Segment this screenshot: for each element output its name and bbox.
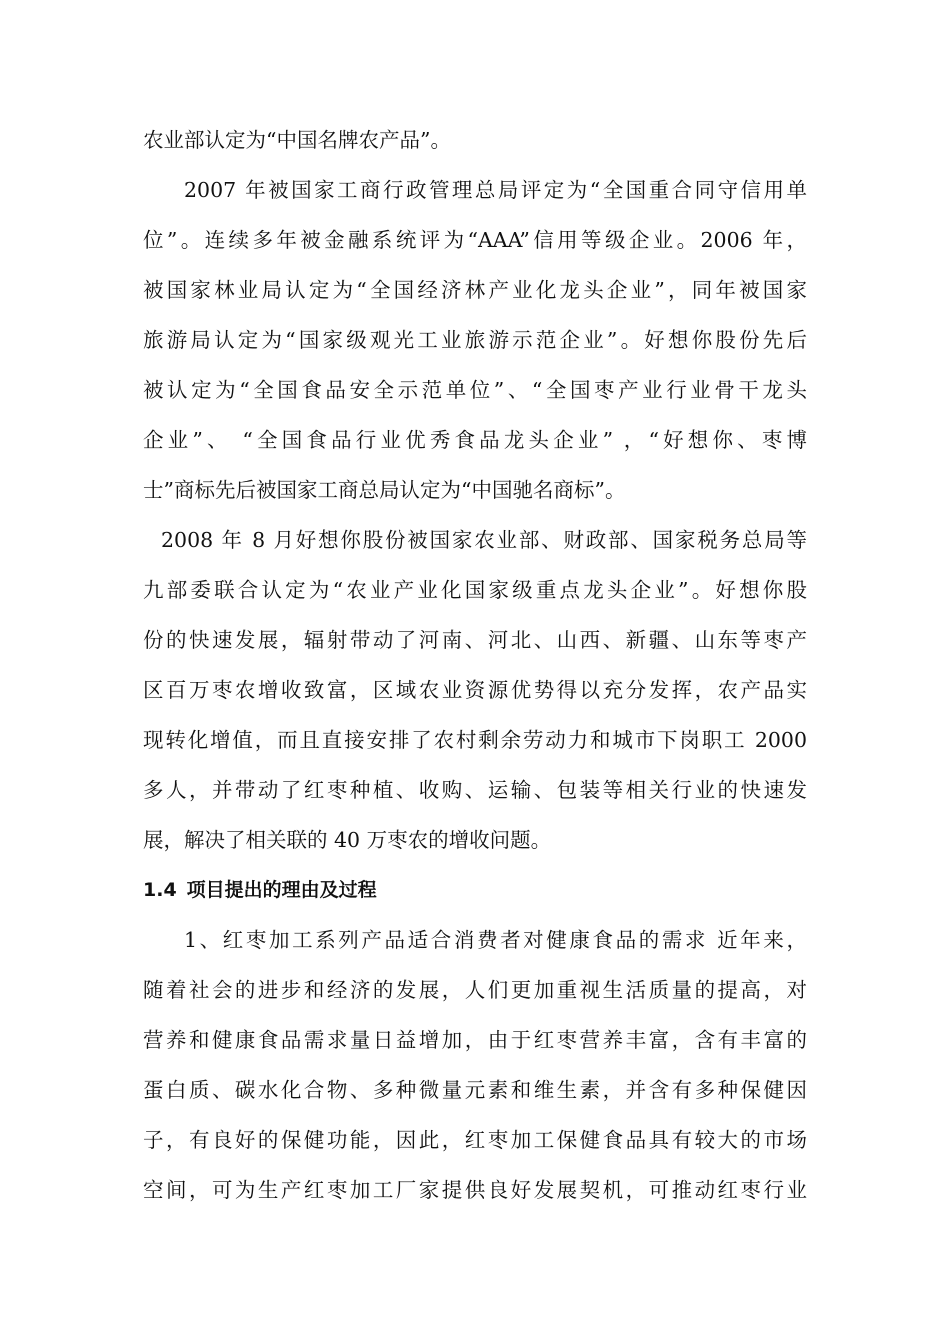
text-line: 农业部认定为“中国名牌农产品”。 [143, 128, 451, 152]
text-line: 企业”、 “全国食品行业优秀食品龙头企业” ，“好想你、枣博 [143, 428, 807, 452]
paragraph-honors-2008 [143, 515, 807, 865]
text-line: 九部委联合认定为“农业产业化国家级重点龙头企业”。好想你股 [143, 578, 807, 602]
text-line: 2008 年 8 月好想你股份被国家农业部、财政部、国家税务总局等 [161, 528, 807, 552]
text-line: 现转化增值，而且直接安排了农村剩余劳动力和城市下岗职工 2000 [143, 728, 807, 752]
text-line: 士”商标先后被国家工商总局认定为“中国驰名商标”。 [143, 478, 626, 502]
text-line: 被国家林业局认定为“全国经济林产业化龙头企业”，同年被国家 [143, 278, 807, 302]
text-line: 2007 年被国家工商行政管理总局评定为“全国重合同守信用单 [184, 178, 807, 202]
text-line: 蛋白质、碳水化合物、多种微量元素和维生素，并含有多种保健因 [143, 1078, 807, 1102]
paragraph-continuation [143, 115, 807, 165]
text-line: 位”。连续多年被金融系统评为“AAA”信用等级企业。2006 年， [143, 228, 807, 252]
text-line: 展，解决了相关联的 40 万枣农的增收问题。 [143, 828, 552, 852]
text-line: 空间，可为生产红枣加工厂家提供良好发展契机，可推动红枣行业 [143, 1178, 807, 1202]
text-line: 旅游局认定为“国家级观光工业旅游示范企业”。好想你股份先后 [143, 328, 807, 352]
text-line: 区百万枣农增收致富，区域农业资源优势得以充分发挥，农产品实 [143, 678, 807, 702]
paragraph-reasons [143, 915, 807, 1215]
section-heading [143, 865, 807, 915]
text-line: 随着社会的进步和经济的发展，人们更加重视生活质量的提高，对 [143, 978, 807, 1002]
text-line: 份的快速发展，辐射带动了河南、河北、山西、新疆、山东等枣产 [143, 628, 807, 652]
section-title: 项目提出的理由及过程 [186, 879, 377, 901]
section-number: 1.4 [143, 879, 177, 901]
text-line: 1、红枣加工系列产品适合消费者对健康食品的需求 近年来， [184, 928, 807, 952]
paragraph-honors-2007 [143, 165, 807, 515]
text-line: 营养和健康食品需求量日益增加，由于红枣营养丰富，含有丰富的 [143, 1028, 807, 1052]
text-line: 多人，并带动了红枣种植、收购、运输、包装等相关行业的快速发 [143, 778, 807, 802]
text-line: 被认定为“全国食品安全示范单位”、“全国枣产业行业骨干龙头 [143, 378, 807, 402]
text-line: 子，有良好的保健功能，因此，红枣加工保健食品具有较大的市场 [143, 1128, 807, 1152]
document-body [143, 115, 807, 1215]
